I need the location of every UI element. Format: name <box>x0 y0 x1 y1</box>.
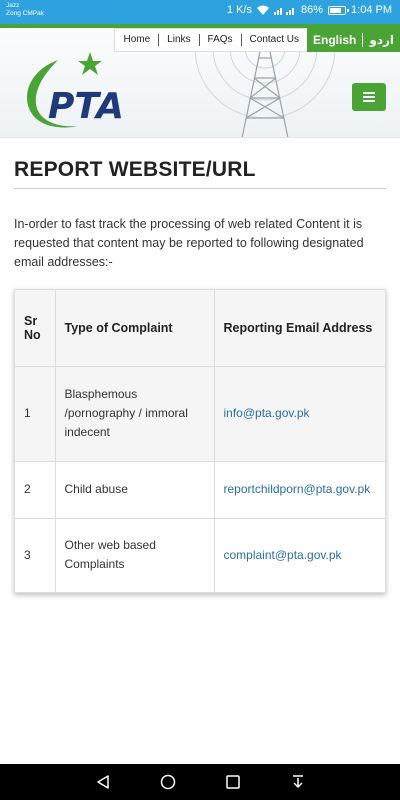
network-speed: 1 K/s <box>226 4 252 16</box>
row-email-link[interactable]: complaint@pta.gov.pk <box>223 547 342 562</box>
table-row <box>15 461 385 518</box>
header-type: Type of Complaint <box>55 290 214 366</box>
table-row <box>15 366 385 461</box>
lang-separator <box>362 33 363 47</box>
top-navigation <box>114 28 400 52</box>
header-email: Reporting Email Address <box>214 290 385 366</box>
status-right <box>227 4 392 16</box>
recents-icon[interactable] <box>218 767 248 797</box>
carrier-1: Jazz <box>6 2 20 9</box>
menu-button[interactable] <box>352 83 386 111</box>
row-type: Blasphemous /pornography / immoral indecent <box>55 366 214 461</box>
battery-icon <box>328 6 346 15</box>
hamburger-icon <box>363 92 375 102</box>
nav-contact-link[interactable]: Contact Us <box>249 34 300 45</box>
header-sr-no: Sr No <box>15 290 55 366</box>
complaint-table <box>14 289 386 593</box>
title-divider <box>14 188 386 189</box>
language-switcher <box>307 28 400 52</box>
nav-links-link[interactable]: Links <box>159 34 199 46</box>
row-email-link[interactable]: info@pta.gov.pk <box>214 366 385 461</box>
signal-icon <box>274 5 296 15</box>
table-row <box>15 518 385 592</box>
intro-paragraph: In-order to fast track the processing of web related Content it is requested that content may be reported to following designated email addresses:- <box>14 217 364 269</box>
system-nav-bar <box>0 764 400 800</box>
row-sr: 1 <box>15 366 55 461</box>
wifi-icon <box>257 5 269 15</box>
row-type: Other web based Complaints <box>55 518 214 592</box>
logo-text: PTA <box>48 86 125 127</box>
row-sr: 3 <box>15 518 55 592</box>
page-title: REPORT WEBSITE/URL <box>14 158 256 181</box>
battery-fill <box>330 8 341 13</box>
back-icon[interactable] <box>88 767 118 797</box>
nav-home-link[interactable]: Home <box>115 34 159 46</box>
carrier-2: Zong CMPak <box>6 10 44 17</box>
notification-pull-icon[interactable] <box>283 767 313 797</box>
lang-english-link[interactable]: English <box>313 33 357 47</box>
carrier-labels <box>6 2 44 18</box>
status-bar <box>0 0 400 24</box>
table-header-row <box>15 290 385 366</box>
lang-urdu-link[interactable]: اردو <box>369 33 394 47</box>
clock: 1:04 PM <box>351 4 392 16</box>
nav-faqs-link[interactable]: FAQs <box>200 34 242 46</box>
row-type: Child abuse <box>55 461 214 518</box>
row-sr: 2 <box>15 461 55 518</box>
home-icon[interactable] <box>153 767 183 797</box>
pta-logo[interactable] <box>20 48 150 134</box>
site-header <box>0 28 400 138</box>
battery-percent: 86% <box>301 4 324 16</box>
row-email-link[interactable]: reportchildporn@pta.gov.pk <box>214 461 385 518</box>
